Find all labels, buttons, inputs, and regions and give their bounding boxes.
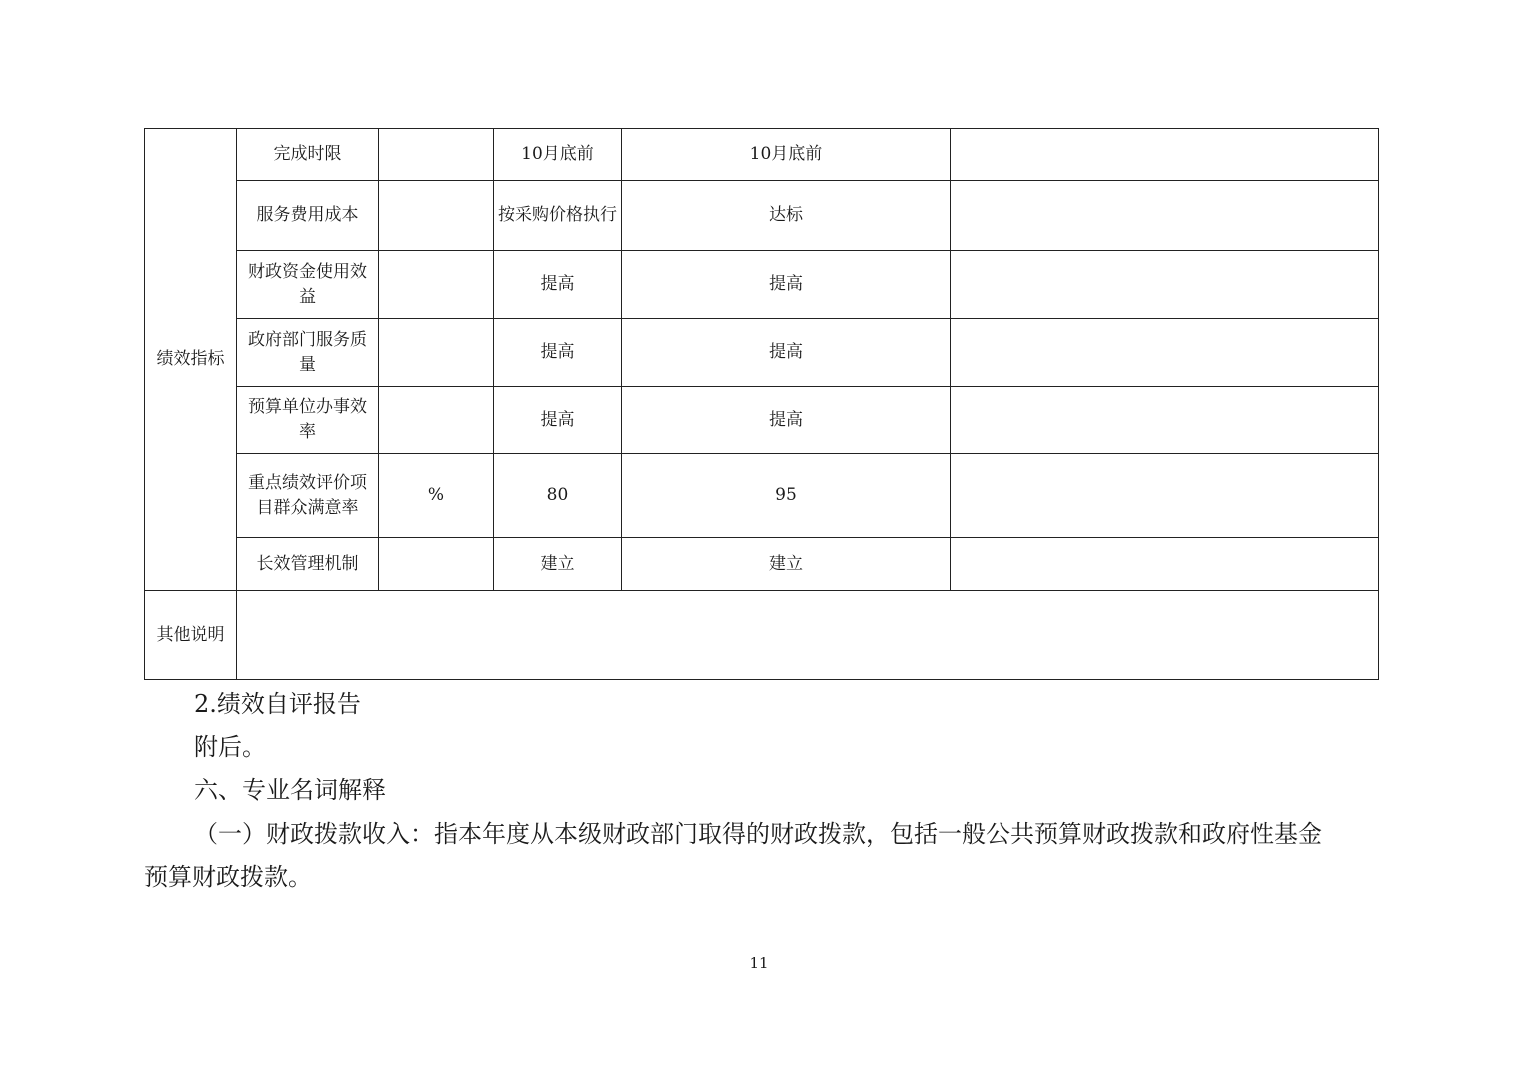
indicator-name: 服务费用成本 [237,181,379,251]
indicator-actual: 提高 [622,251,951,319]
performance-indicator-table [144,128,1379,680]
indicator-target: 提高 [494,251,622,319]
indicator-target: 10月底前 [494,129,622,181]
indicator-target: 建立 [494,538,622,591]
indicator-name: 财政资金使用效益 [237,251,379,319]
indicator-actual: 提高 [622,387,951,454]
other-notes-label: 其他说明 [145,591,237,680]
indicator-name: 预算单位办事效率 [237,387,379,454]
indicator-unit [379,319,494,387]
table-row [145,591,1379,680]
indicator-note [951,251,1379,319]
indicator-name: 完成时限 [237,129,379,181]
indicator-name: 长效管理机制 [237,538,379,591]
table-row [145,251,1379,319]
indicator-unit [379,538,494,591]
table-row [145,319,1379,387]
table-row [145,387,1379,454]
self-evaluation-text: 附后。 [194,733,266,761]
other-notes-value [237,591,1379,680]
indicator-name: 政府部门服务质量 [237,319,379,387]
indicator-target: 提高 [494,387,622,454]
indicator-actual: 建立 [622,538,951,591]
section-heading-terms: 六、专业名词解释 [194,776,386,804]
indicator-target: 提高 [494,319,622,387]
page-number: 11 [749,954,769,972]
table-row [145,181,1379,251]
indicator-group-label: 绩效指标 [145,129,237,591]
indicator-note [951,538,1379,591]
indicator-actual: 达标 [622,181,951,251]
indicator-name: 重点绩效评价项目群众满意率 [237,454,379,538]
indicator-actual: 95 [622,454,951,538]
indicator-note [951,129,1379,181]
indicator-unit [379,251,494,319]
indicator-target: 按采购价格执行 [494,181,622,251]
term-definition-line: 预算财政拨款。 [144,863,312,891]
indicator-note [951,387,1379,454]
indicator-note [951,454,1379,538]
indicator-note [951,181,1379,251]
term-definition-line: （一）财政拨款收入：指本年度从本级财政部门取得的财政拨款，包括一般公共预算财政拨款和政府性基金 [194,820,1322,848]
table-row [145,538,1379,591]
indicator-target: 80 [494,454,622,538]
table-row [145,454,1379,538]
indicator-actual: 10月底前 [622,129,951,181]
indicator-unit [379,387,494,454]
indicator-unit [379,181,494,251]
indicator-unit: % [379,454,494,538]
section-heading-self-evaluation: 2.绩效自评报告 [194,690,361,718]
indicator-note [951,319,1379,387]
indicator-actual: 提高 [622,319,951,387]
table-row [145,129,1379,181]
indicator-unit [379,129,494,181]
